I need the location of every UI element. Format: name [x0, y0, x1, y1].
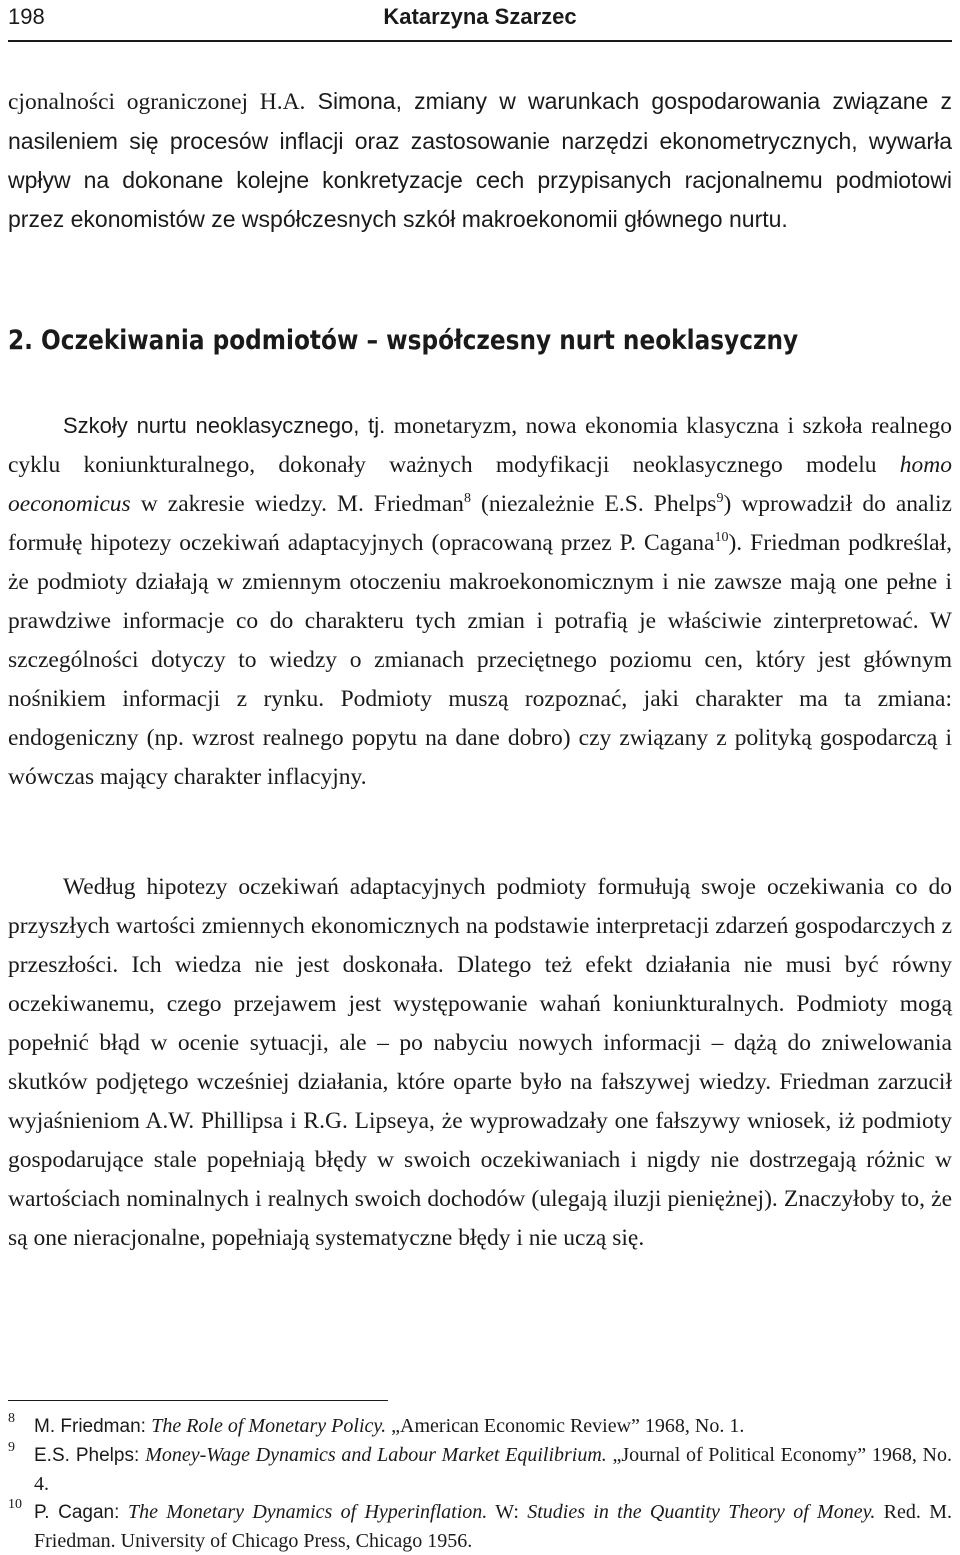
- footnote-ref-10[interactable]: 10: [714, 530, 729, 545]
- footnote-publisher: Red. M. Friedman. University of Chicago Press, Chicago 1956.: [34, 1501, 952, 1552]
- footnote-author: E.S. Phelps:: [34, 1445, 146, 1466]
- paragraph-2: [8, 406, 952, 797]
- paragraph-1: [8, 82, 952, 239]
- paragraph-2-italic-term: homo oeconomicus: [8, 452, 952, 517]
- page-number: 198: [8, 4, 45, 29]
- paragraph-2-text-e: ). Friedman podkreślał, że podmioty działają w zmiennym otoczeniu makroekonomicznym i nie zawsze mają one pełne i prawdziwe informacje co do charakteru tych zmian i potrafią je właściwie zinterpretować. W szczególności dotyczy to wiedzy o zmianach przeciętnego poziomu cen, który jest głównym nośnikiem informacji z rynku. Podmioty muszą rozpoznać, jaki charakter ma ta zmiana: endogeniczny (np. wzrost realnego popytu na dane dobro) czy związany z polityką gospodarczą i wówczas mający charakter inflacyjny.: [8, 530, 953, 790]
- running-header: [8, 0, 952, 42]
- footnote-number: 8: [8, 1411, 15, 1426]
- footnote-source: „Journal of Political Economy” 1968, No. 4.: [34, 1444, 953, 1495]
- footnote-author: P. Cagan:: [34, 1502, 128, 1523]
- footnote-9: [8, 1441, 952, 1498]
- footnote-ref-9[interactable]: 9: [716, 491, 724, 506]
- paragraph-2-text-c: (niezależnie E.S. Phelps: [470, 491, 717, 517]
- footnote-number: 10: [8, 1497, 22, 1512]
- paragraph-1-serif-part: cjonalności ograniczonej H.A.: [8, 89, 306, 115]
- paragraph-3: Według hipotezy oczekiwań adaptacyjnych podmioty formułują swoje oczekiwania co do przyszłych wartości zmiennych ekonomicznych na podstawie interpretacji zdarzeń gospodarczych z przeszłości. Ich wiedza nie jest doskonała. Dlatego też efekt działania nie musi być równy oczekiwanemu, czego przejawem jest występowanie wahań koniunkturalnych. Podmioty mogą popełnić błąd w ocenie sytuacji, ale – po nabyciu nowych informacji – dążą do zniwelowania skutków podjętego wcześniej działania, które oparte było na fałszywej wiedzy. Friedman zarzucił wyjaśnieniom A.W. Phillipsa i R.G. Lipseya, że wyprowadzały one fałszywy wniosek, iż podmioty gospodarujące stale popełniają błędy w swoich oczekiwaniach i nigdy nie dostrzegają różnic w wartościach nominalnych i realnych swoich dochodów (ulegają iluzji pieniężnej). Znaczyłoby to, że są one nieracjonalne, popełniają systematyczne błędy i nie uczą się.: [8, 874, 952, 1251]
- footnote-source: W:: [487, 1501, 528, 1523]
- paragraph-2-text-d: ) wprowadził do analiz formułę hipotezy oczekiwań adaptacyjnych (opracowaną przez P. Cagana: [8, 491, 952, 556]
- paragraph-2-text-b: w zakresie wiedzy. M. Friedman: [130, 491, 464, 517]
- footnotes: [8, 1412, 952, 1555]
- footnote-source: „American Economic Review” 1968, No. 1.: [386, 1415, 745, 1437]
- paragraph-1-sans-part: Simona, zmiany w warunkach gospodarowania związane z nasileniem się procesów inflacji oraz zastosowanie narzędzi ekonometrycznych, wywarła wpływ na dokonane kolejne konkretyzacje cech przypisanych racjonalnemu podmiotowi przez ekonomistów ze współczesnych szkół makroekonomii głównego nurtu.: [8, 88, 952, 232]
- footnote-title: The Role of Monetary Policy.: [151, 1415, 387, 1437]
- footnote-title: The Monetary Dynamics of Hyperinflation.: [127, 1501, 488, 1523]
- footnote-ref-8[interactable]: 8: [463, 491, 471, 506]
- paragraph-2-text-a: monetaryzm, nowa ekonomia klasyczna i szkoła realnego cyklu koniunkturalnego, dokonały ważnych modyfikacji neoklasycznego modelu: [8, 413, 952, 478]
- paragraph-2-sans-part: Szkoły nurtu neoklasycznego, tj.: [63, 413, 386, 438]
- footnote-author: M. Friedman:: [34, 1416, 152, 1437]
- section-heading: 2. Oczekiwania podmiotów – współczesny nurt neoklasyczny: [8, 325, 799, 356]
- footnote-book-title: Studies in the Quantity Theory of Money.: [527, 1501, 876, 1523]
- footnote-8: [8, 1412, 952, 1441]
- footnote-10: [8, 1498, 952, 1555]
- footnote-separator: [8, 1400, 388, 1401]
- running-head-author: Katarzyna Szarzec: [383, 4, 577, 29]
- footnote-title: Money-Wage Dynamics and Labour Market Equilibrium.: [145, 1444, 607, 1466]
- footnote-number: 9: [8, 1440, 15, 1455]
